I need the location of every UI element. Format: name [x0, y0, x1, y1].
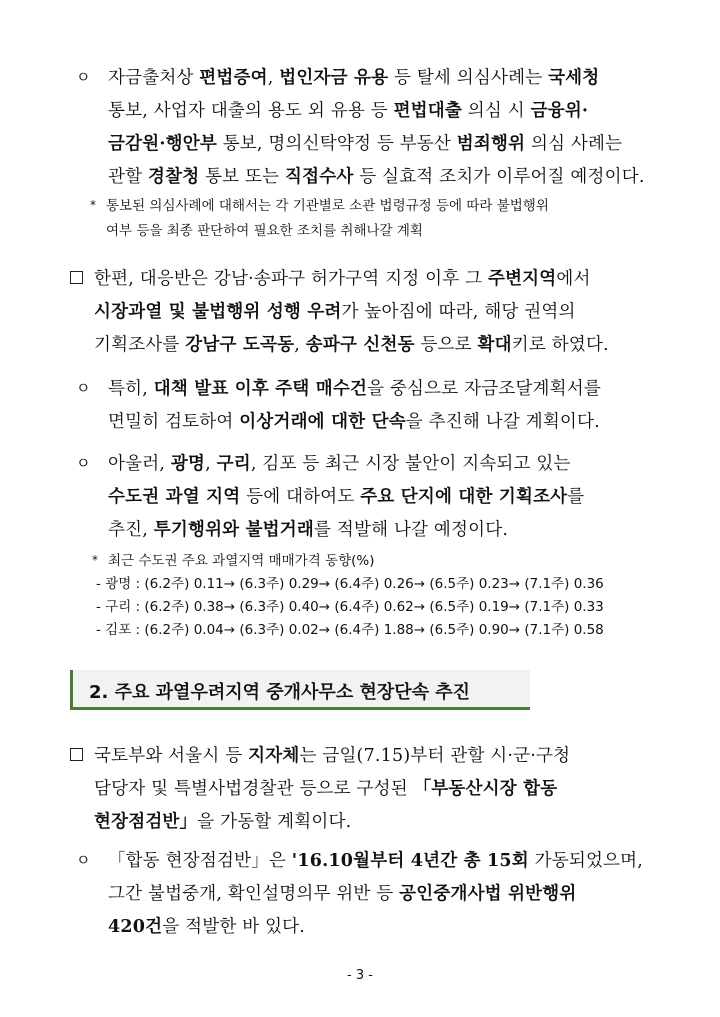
text: 통보 또는: [199, 167, 286, 187]
p5-line1: [94, 742, 570, 767]
text: 를 적발해 나갈 예정이다.: [314, 520, 509, 540]
bold-text: 광명: [170, 454, 206, 474]
text: ,: [205, 454, 217, 474]
text: 등에 대하여도: [240, 487, 361, 507]
bullet-circle: ㅇ: [76, 68, 91, 86]
p5-line3: [94, 808, 351, 833]
text: 의심 시: [462, 101, 531, 121]
text: 특히,: [108, 379, 154, 399]
bold-text: 이상거래에 대한 단속: [239, 412, 406, 432]
text: 는 금일(7.15)부터 관할 시·군·구청: [299, 746, 571, 766]
bold-text: 지자체: [248, 746, 300, 766]
price-trend-row: - 구리 : (6.2주) 0.38→ (6.3주) 0.40→ (6.4주) 0.62→ (6.5주) 0.19→ (7.1주) 0.33: [96, 599, 604, 615]
bold-text: 현장점검반」: [94, 812, 198, 832]
text: 「합동 현장점검반」은: [108, 851, 292, 871]
p1-line1: [108, 64, 599, 89]
bold-text: 경찰청: [147, 167, 200, 187]
p4-line3: [108, 516, 508, 541]
text: 을 가동할 계획이다.: [197, 812, 352, 832]
text: 자금출처상: [108, 68, 200, 88]
text: 담당자 및 특별사법경찰관 등으로 구성된: [94, 779, 414, 799]
bold-text: 주변지역: [487, 269, 557, 289]
p6-line3: [108, 913, 305, 938]
p2-line3: [94, 331, 609, 356]
p1-line3: [108, 130, 622, 155]
text: 기획조사를: [94, 335, 186, 355]
bold-text: 「부동산시장 합동: [413, 779, 558, 799]
text: 등 탈세 의심사례는: [388, 68, 549, 88]
text: 국토부와 서울시 등: [94, 746, 249, 766]
text: 통보, 명의신탁약정 등 부동산: [216, 134, 457, 154]
p4-line1: [108, 450, 571, 475]
text: 에서: [556, 269, 591, 289]
note1-line1: 통보된 의심사례에 대해서는 각 기관별로 소관 법령규정 등에 따라 불법행위: [106, 198, 549, 214]
text: 아울러,: [108, 454, 171, 474]
bullet-circle: ㅇ: [76, 454, 91, 472]
p6-line1: [108, 847, 643, 872]
bold-text: 금감원·행안부: [108, 134, 217, 154]
text: 관할: [108, 167, 148, 187]
bold-text: 범죄행위: [456, 134, 526, 154]
note-asterisk: *: [92, 553, 98, 567]
bullet-circle: ㅇ: [76, 851, 91, 869]
text: 를: [567, 487, 585, 507]
p1-line4: [108, 163, 645, 188]
text: 등으로: [414, 335, 478, 355]
bold-text: 확대: [477, 335, 512, 355]
text: 등 실효적 조치가 이루어질 예정이다.: [353, 167, 645, 187]
bold-text: 송파구 신천동: [305, 335, 415, 355]
bold-text: 편법증여: [199, 68, 268, 88]
bold-text: 시장과열 및 불법행위 성행 우려: [94, 302, 342, 322]
p3-line2: [108, 408, 600, 433]
text: 한편, 대응반은 강남·송파구 허가구역 지정 이후 그: [94, 269, 488, 289]
page-number: - 3 -: [347, 968, 373, 983]
p4-line2: [108, 483, 584, 508]
bold-text: 대책 발표 이후 주택 매수건: [153, 379, 368, 399]
text: 키로 하였다.: [511, 335, 609, 355]
bold-text: '16.10월부터 4년간 총 15회: [291, 851, 529, 871]
bold-text: 공인중개사법 위반행위: [399, 884, 577, 904]
price-trend-row: - 김포 : (6.2주) 0.04→ (6.3주) 0.02→ (6.4주) 1.88→ (6.5주) 0.90→ (7.1주) 0.58: [96, 622, 604, 638]
text: 을 추진해 나갈 계획이다.: [405, 412, 600, 432]
section-title: 2. 주요 과열우려지역 중개사무소 현장단속 추진: [89, 682, 471, 703]
text: 통보, 사업자 대출의 용도 외 유용 등: [108, 101, 394, 121]
square-bullet: [70, 748, 83, 761]
text: 가동되었으며,: [528, 851, 644, 871]
bold-text: 직접수사: [285, 167, 354, 187]
section-header: [70, 670, 530, 710]
p5-line2: [94, 775, 557, 800]
p6-line2: [108, 880, 577, 905]
square-bullet: [70, 271, 83, 284]
text: ,: [267, 68, 280, 88]
note-asterisk: *: [90, 198, 96, 212]
bold-text: 구리: [216, 454, 251, 474]
p1-line2: [108, 97, 588, 122]
bold-text: 수도권 과열 지역: [108, 487, 241, 507]
bullet-circle: ㅇ: [76, 379, 91, 397]
price-trend-row: - 광명 : (6.2주) 0.11→ (6.3주) 0.29→ (6.4주) 0.26→ (6.5주) 0.23→ (7.1주) 0.36: [96, 576, 604, 592]
text: 그간 불법중개, 확인설명의무 위반 등: [108, 884, 400, 904]
text: ,: [294, 335, 306, 355]
bold-text: 법인자금 유용: [279, 68, 389, 88]
bold-text: 주요 단지에 대한 기획조사: [360, 487, 568, 507]
note1-line2: 여부 등을 최종 판단하여 필요한 조치를 취해나갈 계획: [106, 223, 423, 239]
bold-text: 강남구 도곡동: [185, 335, 295, 355]
text: 면밀히 검토하여: [108, 412, 240, 432]
text: 가 높아짐에 따라, 해당 권역의: [341, 302, 576, 322]
bold-text: 편법대출: [393, 101, 462, 121]
bold-text: 국세청: [548, 68, 600, 88]
text: 을 적발한 바 있다.: [162, 917, 306, 937]
bold-text: 420건: [108, 917, 163, 937]
bold-text: 투기행위와 불법거래: [153, 520, 314, 540]
p2-line1: [94, 265, 591, 290]
p2-line2: [94, 298, 576, 323]
text: 을 중심으로 자금조달계획서를: [367, 379, 601, 399]
bold-text: 금융위·: [530, 101, 589, 121]
text: , 김포 등 최근 시장 불안이 지속되고 있는: [250, 454, 571, 474]
p3-line1: [108, 375, 601, 400]
text: 추진,: [108, 520, 154, 540]
text: 의심 사례는: [525, 134, 623, 154]
note2-title: 최근 수도권 주요 과열지역 매매가격 동향(%): [108, 553, 375, 569]
